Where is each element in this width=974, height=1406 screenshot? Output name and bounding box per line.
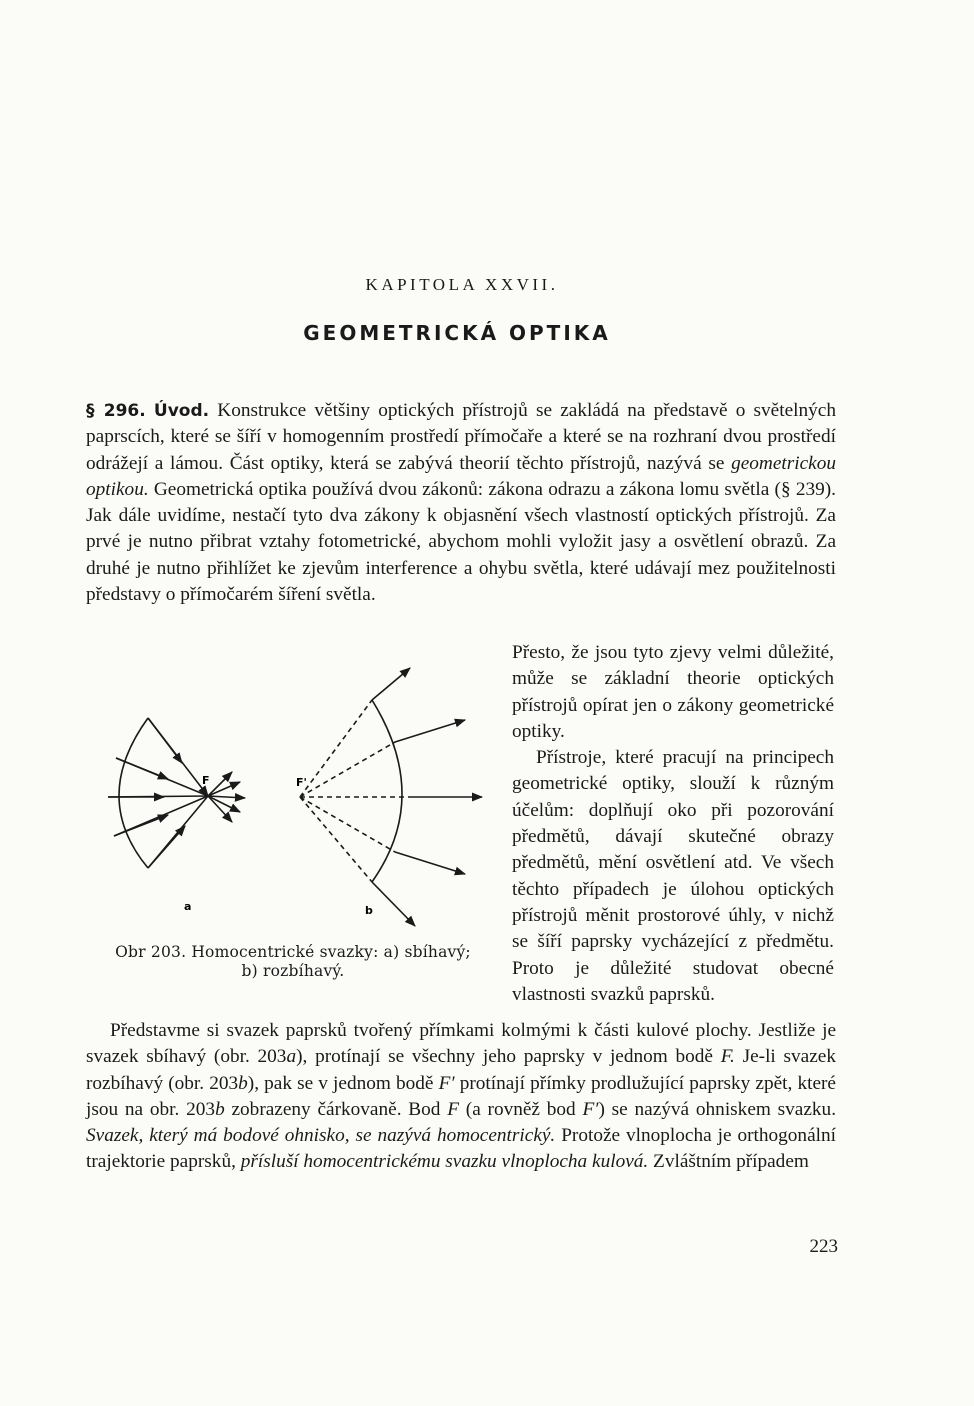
text-run: ) se nazývá ohniskem svazku. xyxy=(598,1098,837,1120)
emphasis: a xyxy=(286,1046,297,1068)
converging-beam xyxy=(108,718,245,868)
section-title: Úvod. xyxy=(153,401,210,421)
paragraph-homocentric xyxy=(86,1018,836,1176)
text-run: protínají přímky prodlužující paprsky zpět, které jsou na obr. 203 xyxy=(86,1072,836,1120)
emphasis: F xyxy=(447,1098,459,1120)
label-a: a xyxy=(184,900,192,913)
text-run: Zvláštním případem xyxy=(648,1151,809,1173)
text-run: Je-li svazek rozbíhavý (obr. 203 xyxy=(86,1046,836,1094)
emphasis: Svazek, který má bodové ohnisko, se nazývá homocentrický. xyxy=(86,1125,556,1147)
emphasis: přísluší homocentrickému svazku vlnoplocha kulová. xyxy=(240,1151,649,1173)
section-number: § 296. xyxy=(86,401,146,421)
paragraph-right-2: Přístroje, které pracují na principech geometrické optiky, slouží k různým účelům: doplňují oko při pozorování předmětů, dávají skutečné obrazy předmětů, mění osvětlení atd. Ve všech těchto případech je úlohou optických přístrojů měnit prostorové úhly, v nichž se šíří paprsky vycházející z předmětu. Proto je důležité studovat obecné vlastnosti svazků paprsků. xyxy=(512,747,834,1005)
text-run: zobrazeny čárkovaně. Bod xyxy=(224,1098,448,1120)
label-b: b xyxy=(365,904,373,917)
figure-203 xyxy=(90,660,490,930)
text-run: ), pak se v jednom bodě xyxy=(247,1072,439,1094)
emphasis: b xyxy=(238,1072,248,1094)
wavefront-arc-b xyxy=(372,700,402,882)
emphasis: F′ xyxy=(438,1072,455,1094)
text-run: ), protínají se všechny jeho paprsky v jednom bodě xyxy=(296,1046,721,1068)
label-F: F xyxy=(202,774,210,787)
emphasis: geometrickou optikou. xyxy=(86,452,836,500)
emphasis: b xyxy=(215,1098,225,1120)
paragraph-intro xyxy=(86,398,836,608)
text-run: Představme si svazek paprsků tvořený přímkami kolmými k části kulové plochy. Jestliže je svazek sbíhavý (obr. 203 xyxy=(86,1020,836,1068)
emphasis: F. xyxy=(720,1046,735,1068)
text-run: Geometrická optika používá dvou zákonů: zákona odrazu a zákona lomu světla (§ 239). Jak dále uvidíme, nestačí tyto dva zákony k objasnění všech vlastností optických přístrojů. Za prvé je nutno přibrat vztahy fotometrické, abychom mohli vyložit jasy a osvětlení obrazů. Za druhé je nutno přihlížet ke zjevům interference a ohybu světla, které udávají mez použitelnosti představy o přímočarém šíření světla. xyxy=(86,478,836,606)
right-column xyxy=(512,640,834,1008)
figure-caption: Obr 203. Homocentrické svazky: a) sbíhavý; b) rozbíhavý. xyxy=(115,943,471,980)
text-run: Protože vlnoplocha je orthogonální trajektorie paprsků, xyxy=(86,1125,836,1173)
label-F-prime: F' xyxy=(296,776,307,789)
chapter-title: GEOMETRICKÁ OPTIKA xyxy=(303,321,611,345)
text-run: (a rovněž bod xyxy=(459,1098,583,1120)
figure-203-diagram xyxy=(90,660,490,930)
chapter-label: KAPITOLA XXVII. xyxy=(365,275,559,294)
page-number: 223 xyxy=(809,1236,838,1257)
paragraph-right-1: Přesto, že jsou tyto zjevy velmi důležité, může se základní theorie optických přístrojů opírat jen o zákony geometrické optiky. xyxy=(512,642,834,742)
emphasis: F′ xyxy=(582,1098,599,1120)
text-run: Konstrukce většiny optických přístrojů se zakládá na představě o světelných paprscích, které se šíří v homogenním prostředí přímočaře a které se na rozhraní dvou prostředí odrážejí a lámou. Část optiky, která se zabývá theorií těchto přístrojů, nazývá se xyxy=(86,400,836,474)
wavefront-arc-a xyxy=(119,718,148,868)
diverging-beam xyxy=(300,668,482,926)
